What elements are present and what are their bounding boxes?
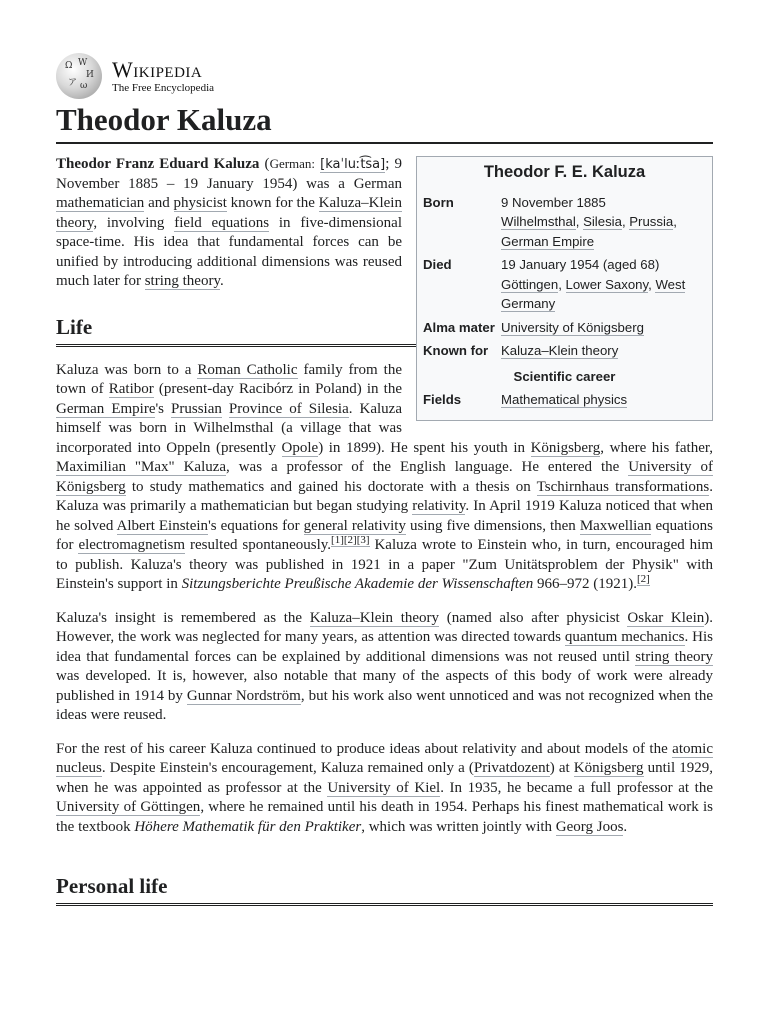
link-albert-einstein[interactable]: Albert Einstein <box>116 517 209 534</box>
life-paragraph-3 <box>56 740 713 838</box>
text: . In April 1919 Kaluza noticed that when he solved <box>56 498 713 534</box>
link-province-of-silesia[interactable]: Province of Silesia <box>228 400 349 417</box>
link-oskar-klein[interactable]: Oskar Klein <box>627 609 705 626</box>
text: . <box>623 818 628 835</box>
link-opole[interactable]: Opole <box>281 439 319 456</box>
text: , involving <box>93 214 175 231</box>
text: , where his father, <box>600 439 713 456</box>
text: resulted spontaneously. <box>185 537 332 553</box>
infobox-label: Known for <box>423 343 489 358</box>
text: using five dimensions, then <box>405 517 580 534</box>
infobox-subheading: Scientific career <box>513 368 616 384</box>
text: until 1929, when he was appointed as professor at the <box>56 760 713 796</box>
section-heading-personal-life: Personal life <box>56 873 713 906</box>
text: to study mathematics and gained his doctorate with a thesis on <box>125 478 537 495</box>
link-maxwellian[interactable]: Maxwellian <box>579 517 652 534</box>
infobox-row-known-for <box>423 341 706 365</box>
link-gottingen[interactable]: Göttingen <box>501 276 559 292</box>
text: equations for <box>56 517 713 553</box>
link-mathematical-physics[interactable]: Mathematical physics <box>501 392 628 407</box>
link-maximilian-kaluza[interactable]: Maximilian "Max" Kaluza <box>56 459 227 475</box>
text: ) in 1899). He spent his youth in <box>318 439 531 456</box>
link-relativity[interactable]: relativity <box>412 498 466 514</box>
citation-link[interactable]: [2] <box>636 573 650 585</box>
text: ( <box>259 156 270 172</box>
link-string-theory[interactable]: string theory <box>635 648 713 665</box>
born-date: 9 November 1885 <box>501 194 606 210</box>
link-electromagnetism[interactable]: electromagnetism <box>78 537 186 553</box>
link-konigsberg[interactable]: Königsberg <box>573 760 644 776</box>
text: family from the town of <box>56 361 402 397</box>
link-atomic-nucleus[interactable]: atomic nucleus <box>56 740 713 776</box>
link-ratibor[interactable]: Ratibor <box>108 381 154 397</box>
link-quantum-mechanics[interactable]: quantum mechanics <box>564 629 685 645</box>
link-kaluza-klein-theory[interactable]: Kaluza–Klein theory <box>501 343 619 358</box>
text: . Despite Einstein's encouragement, Kaluza remained only a ( <box>101 760 474 776</box>
infobox-value: 19 January 1954 (aged 68) Göttingen, Lower Saxony, West Germany <box>501 257 686 311</box>
text <box>222 401 229 417</box>
text: . In 1935, he became a full professor at the <box>440 779 713 796</box>
wikipedia-globe-icon[interactable]: Ω W И ア ω <box>56 53 102 99</box>
site-header <box>56 52 713 100</box>
infobox-row-fields <box>423 390 706 414</box>
link-georg-joos[interactable]: Georg Joos <box>555 818 624 835</box>
link-university-of-gottingen[interactable]: University of Göttingen <box>56 799 201 815</box>
infobox-label: Born <box>423 194 454 210</box>
infobox-value: 9 November 1885 Wilhelmsthal, Silesia, Prussia, German Empire <box>501 194 677 249</box>
text: For the rest of his career Kaluza continued to produce ideas about relativity and about models of the <box>56 740 673 757</box>
text: ) at <box>549 760 574 776</box>
link-prussian[interactable]: Prussian <box>171 400 222 417</box>
link-university-of-kiel[interactable]: University of Kiel <box>327 779 441 796</box>
link-university-of-konigsberg[interactable]: University of Königsberg <box>501 319 644 335</box>
link-kaluza-klein-theory[interactable]: Kaluza–Klein theory <box>56 195 402 231</box>
link-german-empire[interactable]: German Empire <box>501 233 595 249</box>
text: Kaluza's insight is remembered as the <box>56 609 310 626</box>
text: . Kaluza himself was born in Wilhelmsthal (a village that was incorporated into Oppeln (presently <box>56 400 402 456</box>
text: , which was written jointly with <box>361 818 556 835</box>
text: Kaluza was born to a <box>56 361 198 378</box>
infobox-table <box>423 193 706 414</box>
link-german-empire[interactable]: German Empire <box>56 400 156 417</box>
link-wilhelmsthal[interactable]: Wilhelmsthal <box>501 214 576 229</box>
link-prussia[interactable]: Prussia <box>629 214 674 229</box>
book-title: Höhere Mathematik für den Praktiker <box>134 818 362 835</box>
journal-title: Sitzungsberichte Preußische Akademie der Wissenschaften <box>181 576 534 592</box>
text: 's <box>155 400 172 417</box>
text: . <box>219 273 224 289</box>
text: 966–972 (1921). <box>533 576 637 592</box>
pronunciation-link[interactable]: [kaˈluːt͡sa] <box>320 157 386 172</box>
life-paragraph-2 <box>56 609 713 726</box>
link-west-germany[interactable]: West Germany <box>501 276 686 311</box>
text: , was a professor of the English language. He entered the <box>226 459 629 475</box>
text: (present-day Racibórz in Poland) in the <box>153 381 402 397</box>
text: 's equations for <box>208 517 304 534</box>
link-silesia[interactable]: Silesia <box>583 214 622 229</box>
article-body <box>56 154 713 906</box>
text: , where he remained until his death in 1954. Perhaps his finest mathematical work is the textbook <box>56 799 713 835</box>
citation-link[interactable]: [1] <box>331 534 344 546</box>
link-general-relativity[interactable]: general relativity <box>303 517 406 534</box>
infobox-title: Theodor F. E. Kaluza <box>483 163 646 181</box>
text: , but his work also went unnoticed and was not recognized when the ideas were reused. <box>56 687 713 723</box>
text: ; 9 November 1885 – 19 January 1954) was a German <box>56 156 403 192</box>
site-tagline: The Free Encyclopedia <box>112 81 215 94</box>
site-wordmark: Wikipedia <box>112 56 203 82</box>
link-tschirnhaus-transformations[interactable]: Tschirnhaus transformations <box>536 478 710 495</box>
link-mathematician[interactable]: mathematician <box>56 195 145 211</box>
text: (named also after physicist <box>439 609 628 626</box>
site-brand[interactable] <box>112 56 215 94</box>
infobox <box>416 156 713 421</box>
subject-name: Theodor Franz Eduard Kaluza <box>56 156 260 172</box>
text: and <box>144 195 174 211</box>
article-page <box>56 52 713 920</box>
infobox-label: Died <box>423 257 452 272</box>
text: Kaluza wrote to Einstein who, in turn, encouraged him to publish. Kaluza's theory was published in 1921 in a paper "Zum Unitätsproblem der Physik" with Einstein's support in <box>56 537 713 592</box>
text: ). However, the work was neglected for many years, as attention was directed towards <box>56 609 714 645</box>
link-lower-saxony[interactable]: Lower Saxony <box>565 276 649 292</box>
link-university-of-konigsberg[interactable]: University of Königsberg <box>56 459 713 495</box>
language-label: German: <box>269 156 316 171</box>
link-konigsberg[interactable]: Königsberg <box>530 439 601 456</box>
text: . His idea that fundamental forces can be explained by additional dimensions was not reused until <box>56 629 714 665</box>
infobox-value <box>501 318 706 342</box>
infobox-row-career-heading <box>423 365 706 391</box>
infobox-value <box>501 390 706 414</box>
died-date: 19 January 1954 (aged 68) <box>501 257 660 272</box>
text: known for the <box>226 195 319 211</box>
infobox-row-alma-mater <box>423 318 706 342</box>
link-gunnar-nordstrom[interactable]: Gunnar Nordström <box>186 687 301 704</box>
page-title: Theodor Kaluza <box>56 102 713 144</box>
infobox-row-born <box>423 193 706 256</box>
link-kaluza-klein-theory[interactable]: Kaluza–Klein theory <box>309 609 440 626</box>
text: was developed. It is, however, also notable that many of the aspects of this body of work were already published in 1914 by <box>56 668 713 704</box>
link-privatdozent[interactable]: Privatdozent <box>473 760 550 776</box>
link-field-equations[interactable]: field equations <box>174 214 270 231</box>
link-string-theory[interactable]: string theory <box>144 273 220 289</box>
link-roman-catholic[interactable]: Roman Catholic <box>197 361 298 378</box>
infobox-label: Fields <box>423 392 462 407</box>
text: in five-dimensional space-time. His idea that fundamental forces can be unified by introducing additional dimensions was reused much later for <box>56 214 402 289</box>
infobox-label: Alma mater <box>423 319 495 335</box>
citation-link[interactable]: [2] <box>343 534 357 546</box>
infobox-value <box>501 341 706 365</box>
citation-link[interactable]: [3] <box>356 534 370 546</box>
section-heading-life: Life <box>56 314 713 347</box>
link-physicist[interactable]: physicist <box>173 195 227 211</box>
text: . Kaluza was primarily a mathematician but began studying <box>56 478 713 514</box>
infobox-row-died <box>423 255 706 318</box>
